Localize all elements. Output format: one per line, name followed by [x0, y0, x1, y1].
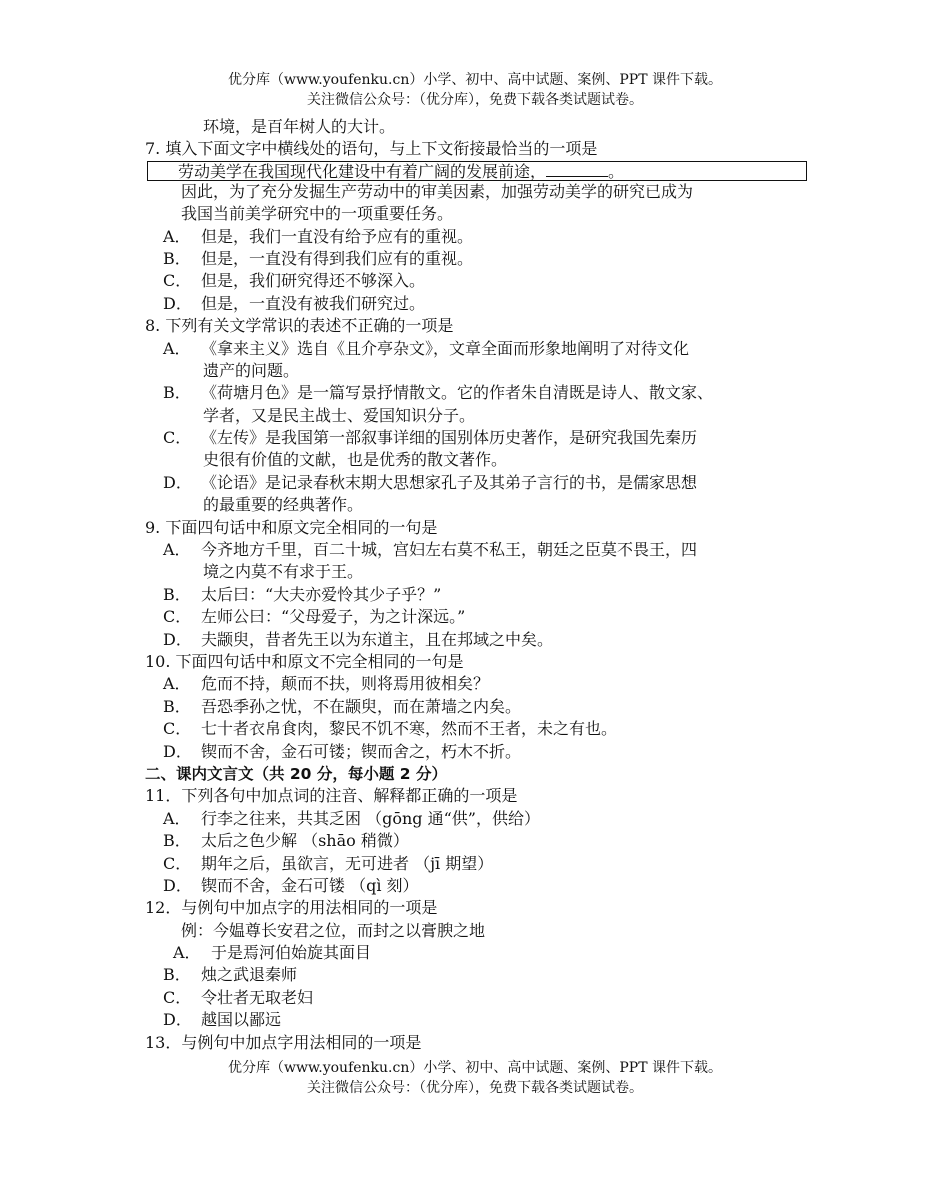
option-label: B． — [163, 248, 191, 268]
q8-option-a — [145, 338, 825, 360]
option-text: 于是焉河伯始旋其面目 — [211, 943, 372, 963]
option-text: 锲而不舍，金石可镂 （qì 刻） — [201, 875, 419, 895]
q11-option-a — [145, 808, 825, 830]
q11-option-b — [145, 830, 825, 852]
option-label: D． — [163, 472, 192, 492]
q10-option-d — [145, 741, 825, 763]
q9-option-a — [145, 539, 825, 561]
header-line-1: 优分库（www.youfenku.cn）小学、初中、高中试题、案例、PPT 课件下载。 — [227, 72, 722, 88]
option-text: 七十者衣帛食肉，黎民不饥不寒，然而不王者，未之有也。 — [201, 719, 618, 739]
option-label: A． — [163, 540, 191, 560]
option-text: 《左传》是我国第一部叙事详细的国别体历史著作，是研究我国先秦历 — [201, 428, 698, 448]
option-label: D． — [163, 1010, 192, 1030]
footer-line-2: 关注微信公众号：（优分库），免费下载各类试题试卷。 — [307, 1080, 643, 1096]
option-text: 《论语》是记录春秋末期大思想家孔子及其弟子言行的书，是儒家思想 — [201, 472, 698, 492]
q10-stem: 10. 下面四句话中和原文不完全相同的一句是 — [145, 651, 464, 671]
option-label: B． — [163, 831, 191, 851]
q12-stem: 12．与例句中加点字的用法相同的一项是 — [145, 898, 438, 918]
q11-option-d — [145, 875, 825, 897]
q8-stem: 8. 下列有关文学常识的表述不正确的一项是 — [145, 316, 454, 336]
page-footer — [0, 1058, 950, 1098]
q8-option-c-cont: 史很有价值的文献，也是优秀的散文著作。 — [203, 450, 508, 470]
q7-option-b — [145, 248, 825, 270]
option-label: B． — [163, 965, 191, 985]
section-heading: 二、课内文言文（共 20 分，每小题 2 分） — [145, 764, 447, 783]
q8-option-b-cont: 学者，又是民主战士、爱国知识分子。 — [203, 405, 476, 425]
option-text: 烛之武退秦师 — [201, 965, 298, 985]
q13-stem: 13．与例句中加点字用法相同的一项是 — [145, 1032, 422, 1052]
option-label: C． — [163, 428, 192, 448]
option-text: 行李之往来，共其乏困 （gōng 通“供”，供给） — [201, 808, 540, 828]
option-text: 锲而不舍，金石可镂；锲而舍之，朽木不折。 — [201, 741, 522, 761]
option-text: 但是，我们一直没有给予应有的重视。 — [201, 226, 474, 246]
option-label: A． — [173, 943, 201, 963]
option-text: 期年之后，虽欲言，无可进者 （jī 期望） — [201, 853, 494, 873]
q7-option-c — [145, 270, 825, 292]
q7-boxed-text — [147, 161, 807, 181]
footer-line-1: 优分库（www.youfenku.cn）小学、初中、高中试题、案例、PPT 课件下载。 — [227, 1060, 722, 1076]
option-label: D． — [163, 293, 192, 313]
option-label: A． — [163, 226, 191, 246]
option-label: C． — [163, 271, 192, 291]
q7-option-a — [145, 226, 825, 248]
q10-option-b — [145, 696, 825, 718]
q12-option-b — [145, 964, 825, 986]
option-text: 但是，一直没有得到我们应有的重视。 — [201, 248, 474, 268]
option-label: C． — [163, 719, 192, 739]
q10-option-a — [145, 673, 825, 695]
option-text: 吾恐季孙之忧，不在颛臾，而在萧墙之内矣。 — [201, 696, 522, 716]
option-label: D． — [163, 741, 192, 761]
q7-blank — [546, 162, 608, 177]
q9-option-d — [145, 629, 825, 651]
option-label: B． — [163, 696, 191, 716]
q8-option-a-cont: 遗产的问题。 — [203, 360, 300, 380]
q7-continuation-2: 我国当前美学研究中的一项重要任务。 — [181, 204, 454, 224]
option-label: B． — [163, 383, 191, 403]
q11-stem: 11．下列各句中加点词的注音、解释都正确的一项是 — [145, 786, 518, 806]
exam-content — [145, 116, 825, 1054]
option-text: 危而不持，颠而不扶，则将焉用彼相矣？ — [201, 674, 490, 694]
q7-option-d — [145, 293, 825, 315]
option-text: 太后之色少解 （shāo 稍微） — [201, 831, 409, 851]
option-label: A． — [163, 338, 191, 358]
q7-continuation-1: 因此，为了充分发掘生产劳动中的审美因素，加强劳动美学的研究已成为 — [181, 181, 694, 201]
option-label: D． — [163, 875, 192, 895]
q9-option-c — [145, 606, 825, 628]
q7-box-text: 劳动美学在我国现代化建设中有着广阔的发展前途， — [178, 161, 547, 181]
option-text: 夫颛臾，昔者先王以为东道主，且在邦域之中矣。 — [201, 629, 554, 649]
option-label: C． — [163, 987, 192, 1007]
page-header — [0, 70, 950, 110]
option-text: 但是，我们研究得还不够深入。 — [201, 271, 426, 291]
option-text: 《拿来主义》选自《且介亭杂文》，文章全面而形象地阐明了对待文化 — [201, 338, 690, 358]
option-text: 但是，一直没有被我们研究过。 — [201, 293, 426, 313]
option-label: A． — [163, 808, 191, 828]
q7-stem: 7. 填入下面文字中横线处的语句，与上下文衔接最恰当的一项是 — [145, 139, 598, 159]
q9-option-b — [145, 584, 825, 606]
option-text: 今齐地方千里，百二十城，宫妇左右莫不私王，朝廷之臣莫不畏王，四 — [201, 540, 698, 560]
option-label: D． — [163, 629, 192, 649]
q12-option-a — [145, 942, 825, 964]
q11-option-c — [145, 853, 825, 875]
q8-option-d-cont: 的最重要的经典著作。 — [203, 495, 364, 515]
header-line-2: 关注微信公众号：（优分库），免费下载各类试题试卷。 — [307, 92, 643, 108]
option-label: B． — [163, 584, 191, 604]
q12-example: 例：今媪尊长安君之位，而封之以膏腴之地 — [181, 920, 486, 940]
q10-option-c — [145, 718, 825, 740]
q9-stem: 9. 下面四句话中和原文完全相同的一句是 — [145, 517, 438, 537]
option-label: A． — [163, 674, 191, 694]
q7-box-end: 。 — [608, 161, 625, 181]
option-text: 太后曰：“大夫亦爱怜其少子乎？” — [201, 584, 442, 604]
q12-option-c — [145, 987, 825, 1009]
q9-option-a-cont: 境之内莫不有求于王。 — [203, 562, 364, 582]
option-label: C． — [163, 607, 192, 627]
option-text: 《荷塘月色》是一篇写景抒情散文。它的作者朱自清既是诗人、散文家、 — [201, 383, 714, 403]
lead-line: 环境，是百年树人的大计。 — [203, 117, 396, 136]
option-label: C． — [163, 853, 192, 873]
q8-option-c — [145, 427, 825, 449]
q8-option-d — [145, 472, 825, 494]
option-text: 越国以鄙远 — [201, 1010, 282, 1030]
option-text: 令壮者无取老妇 — [201, 987, 314, 1007]
option-text: 左师公曰：“父母爱子，为之计深远。” — [201, 607, 466, 627]
q8-option-b — [145, 382, 825, 404]
q12-option-d — [145, 1009, 825, 1031]
